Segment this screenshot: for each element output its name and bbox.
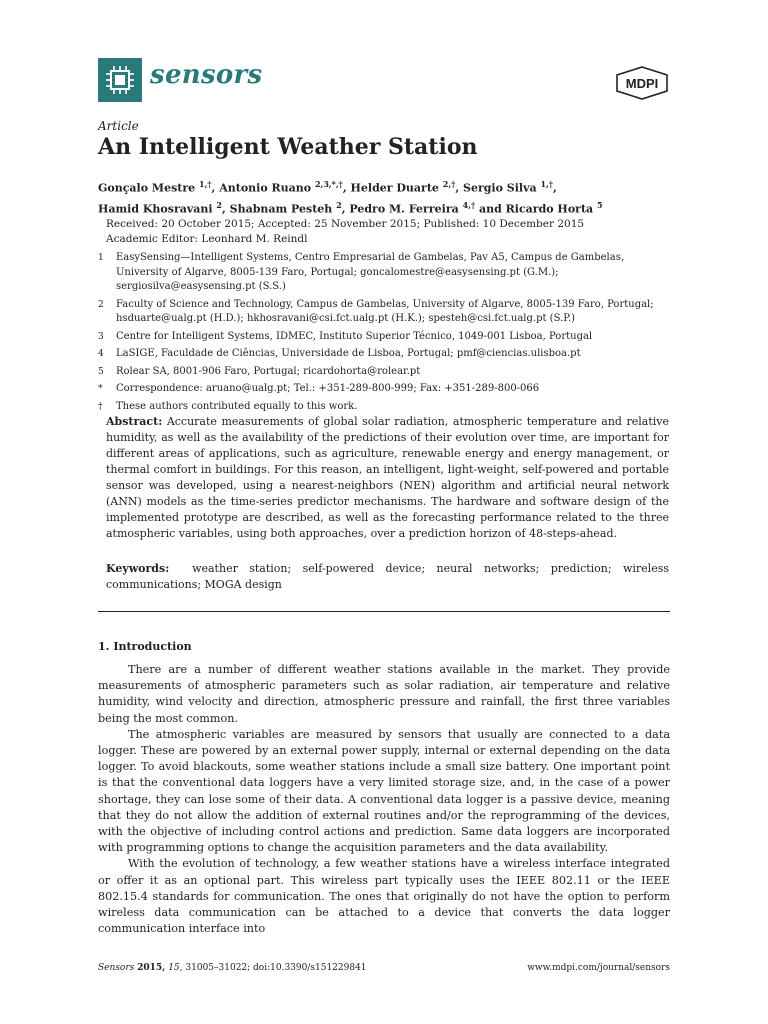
affiliation-list <box>98 251 678 417</box>
affiliation-item <box>98 347 678 362</box>
affiliation-text: Centre for Intelligent Systems, IDMEC, Instituto Superior Técnico, 1049-001 Lisboa, Portugal <box>116 330 593 342</box>
author-affil-sup: 1,† <box>199 179 212 189</box>
author-name[interactable]: Helder Duarte <box>350 181 439 195</box>
citation-footer <box>98 963 367 973</box>
affiliation-item <box>98 365 678 380</box>
affiliation-text: Faculty of Science and Technology, Campus de Gambelas, University of Algarve, 8005-139 Faro, Portugal; hsduarte@ualg.pt (H.D.); hkhosravani@csi.fct.ualg.pt (H.K.); spesteh@csi.fct.ualg.pt (S.P.) <box>116 298 654 324</box>
affiliation-item <box>98 298 678 327</box>
affiliation-number: † <box>98 401 103 412</box>
author-name[interactable]: Pedro M. Ferreira <box>349 202 459 216</box>
keywords-label: Keywords: <box>106 562 170 575</box>
section-divider <box>98 611 670 612</box>
section-heading: 1. Introduction <box>98 640 192 653</box>
affiliation-number: 1 <box>98 253 104 263</box>
footer-year: 2015, <box>137 963 166 973</box>
paragraph: The atmospheric variables are measured by sensors that usually are connected to a data logger. These are powered by an external power supply, internal or external depending on the data logger. To avoid blackouts, some weather stations include a small size battery. One important point is that the conventional data loggers have a very limited storage size, and, in the case of a power shortage, they can lose some of their data. A conventional data logger is a passive device, meaning that they do not allow the addition of external routines and/or the reprogramming of the devices, with the objective of including control actions and prediction. Same data loggers are incorporated with programming options to change the acquisition parameters and the data availability. <box>98 727 670 855</box>
affiliation-text: Rolear SA, 8001-906 Faro, Portugal; ricardohorta@rolear.pt <box>116 365 421 377</box>
publisher-name: MDPI <box>625 76 659 91</box>
author-name[interactable]: Sergio Silva <box>463 181 537 195</box>
affiliation-number: * <box>98 384 103 394</box>
article-dates <box>106 217 584 247</box>
author-affil-sup: 2,† <box>442 179 456 189</box>
affiliation-text: LaSIGE, Faculdade de Ciências, Universidade de Lisboa, Portugal; pmf@ciencias.ulisboa.pt <box>116 348 581 359</box>
abstract <box>106 414 669 542</box>
affiliation-item <box>98 251 678 295</box>
academic-editor: Academic Editor: Leonhard M. Reindl <box>106 233 308 245</box>
paragraph: With the evolution of technology, a few weather stations have a wireless interface integrated or offer it as an optional part. This wireless part typically uses the IEEE 802.11 or the IEEE 802.15.4 standards for communication. The ones that originally do not have the option to perform wireless data communication can be attached to a device that converts the data logger communication interface into <box>98 857 670 936</box>
abstract-text: Accurate measurements of global solar radiation, atmospheric temperature and relative humidity, as well as the availability of the predictions of their evolution over time, are important for different areas of applications, such as agriculture, renewable energy and energy management, or thermal comfort in buildings. For this reason, an intelligent, light-weight, self-powered and portable sensor was developed, using a nearest-neighbors (NEN) algorithm and artificial neural network (ANN) models as the time-series predictor mechanisms. The hardware and software design of the implemented prototype are described, as well as the forecasting performance related to the three atmospheric variables, using both approaches, over a prediction horizon of 48-steps-ahead. <box>106 415 669 540</box>
publication-dates: Received: 20 October 2015; Accepted: 25 November 2015; Published: 10 December 2015 <box>106 218 585 230</box>
equal-contribution-text: These authors contributed equally to this work. <box>116 400 358 412</box>
footer-journal: Sensors <box>98 963 135 973</box>
author-name[interactable]: Ricardo Horta <box>505 202 594 216</box>
affiliation-number: 4 <box>98 349 104 359</box>
affiliation-item <box>98 330 678 345</box>
footer-pages-doi: 31005–31022; doi:10.3390/s151229841 <box>185 963 367 973</box>
author-affil-sup: 4,† <box>462 199 476 210</box>
author-name[interactable]: Antonio Ruano <box>219 181 312 195</box>
equal-contribution-note <box>98 400 678 415</box>
journal-logo-icon <box>98 58 142 102</box>
author-list <box>98 176 678 217</box>
abstract-label: Abstract: <box>106 415 163 428</box>
keywords <box>106 561 669 593</box>
journal-name: sensors <box>150 60 263 90</box>
author-line-1: Gonçalo Mestre $^{1,\dagger}$, Antonio Ruano $^{2,3,*,\dagger}$, Helder Duarte $^{2,\dagger}$, Sergio Silva $^{1,\dagger}$, <box>98 179 557 195</box>
affiliation-number: 2 <box>98 299 104 310</box>
publisher-logo <box>614 66 670 100</box>
author-affil-sup: 2 <box>216 199 222 210</box>
author-affil-sup: 2,3,*,† <box>314 179 343 189</box>
author-affil-sup: 1,† <box>540 179 553 189</box>
author-affil-sup: 5 <box>597 199 603 210</box>
section-body <box>98 662 670 937</box>
correspondence-item <box>98 382 678 397</box>
author-name[interactable]: Gonçalo Mestre <box>98 181 196 195</box>
author-name[interactable]: Hamid Khosravani <box>98 202 213 216</box>
correspondence-text: Correspondence: aruano@ualg.pt; Tel.: +351-289-800-999; Fax: +351-289-800-066 <box>116 383 540 394</box>
affiliation-text: EasySensing—Intelligent Systems, Centro Empresarial de Gambelas, Pav A5, Campus de Gambelas, University of Algarve, 8005-139 Faro, Portugal; goncalomestre@easysensing.pt (G.M.); sergiosilva@easysensing.pt (S.S.) <box>116 252 625 292</box>
footer-volume: 15, <box>168 963 183 973</box>
author-affil-sup: 2 <box>336 199 342 210</box>
affiliation-number: 5 <box>98 366 104 377</box>
keywords-text: weather station; self-powered device; neural networks; prediction; wireless communications; MOGA design <box>106 562 669 591</box>
journal-url-link[interactable]: www.mdpi.com/journal/sensors <box>527 963 670 973</box>
article-title: An Intelligent Weather Station <box>98 134 478 160</box>
affiliation-number: 3 <box>98 331 104 342</box>
paragraph: There are a number of different weather stations available in the market. They provide measurements of atmospheric parameters such as solar radiation, air temperature and relative humidity, wind velocity and direction, atmospheric pressure and rainfall, the first three variables being the most common. <box>98 663 670 725</box>
author-name[interactable]: Shabnam Pesteh <box>229 202 333 216</box>
article-type: Article <box>98 119 139 133</box>
author-line-2: Hamid Khosravani $^2$, Shabnam Pesteh $^2$, Pedro M. Ferreira $^{4,\dagger}$ and Ricardo Horta $^5$ <box>98 199 603 216</box>
